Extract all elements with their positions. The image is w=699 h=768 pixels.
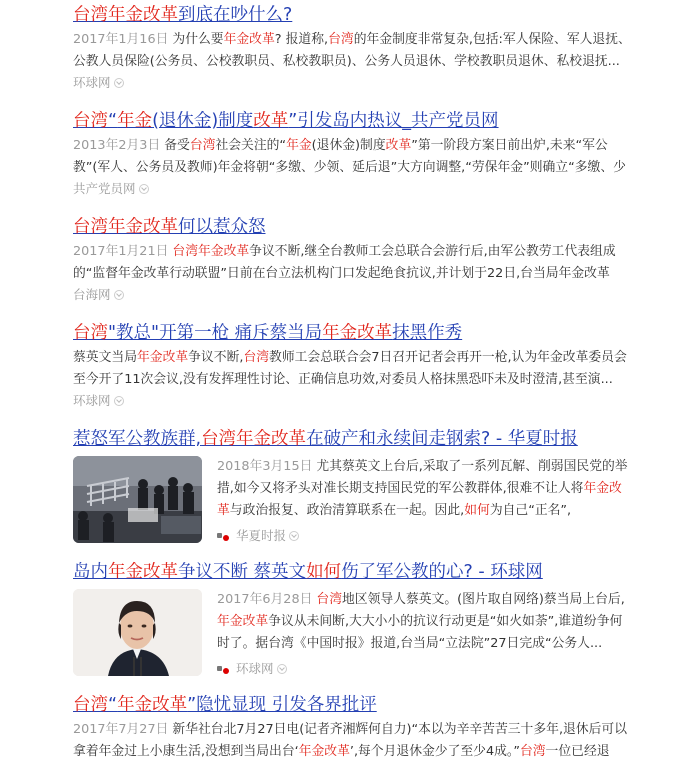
result-source: [73, 392, 633, 410]
text-segment: 为什么要: [172, 32, 224, 47]
abstract-text: [73, 350, 627, 387]
result-title[interactable]: [73, 215, 633, 239]
highlighted-keyword: 如何: [464, 503, 490, 518]
result-abstract: [73, 29, 633, 73]
source-logo-icon: [217, 664, 231, 674]
search-result: [73, 560, 633, 678]
result-date: 2017年1月21日: [73, 244, 169, 259]
text-segment: ”隐忧显现 引发各界批评: [187, 695, 377, 715]
source-name[interactable]: 共产党员网: [73, 181, 136, 196]
result-source: [73, 286, 633, 304]
search-result: [73, 427, 633, 545]
result-title[interactable]: [73, 427, 633, 451]
text-segment: 争议不断,继全台教师工会总联合会游行后,由军公教劳工代表组成的“监督年金改革行动联盟”日前在台立法机构门口发起绝食抗议,并计划于22日,台当局年金改革: [73, 244, 616, 281]
result-abstract: [73, 241, 633, 285]
chevron-down-circle-icon[interactable]: [114, 78, 124, 88]
highlighted-keyword: 年金改革: [217, 481, 622, 518]
text-segment: "教总"开第一枪 痛斥蔡当局: [108, 323, 323, 343]
text-segment: 地区领导人蔡英文。(图片取自网络)蔡当局上台后,: [341, 592, 625, 607]
text-segment: 惹怒军公教族群,: [73, 429, 202, 449]
highlighted-keyword: 改革: [385, 138, 412, 153]
highlighted-keyword: 改革: [253, 111, 289, 131]
text-segment: 备受: [164, 138, 190, 153]
text-segment: 一位已经退: [545, 744, 610, 759]
text-segment: 到底在吵什么?: [178, 5, 293, 25]
search-result: [73, 215, 633, 304]
text-segment: ? 报道称,: [274, 32, 329, 47]
result-abstract: [217, 456, 633, 522]
highlighted-keyword: 台湾年金改革: [172, 244, 250, 259]
result-date: 2018年3月15日: [217, 459, 313, 474]
protest-thumbnail-image[interactable]: [73, 456, 202, 543]
search-result: [73, 109, 633, 198]
result-source: [73, 74, 633, 92]
result-title[interactable]: [73, 3, 633, 27]
text-segment: 伤了军公教的心? - 环球网: [341, 562, 543, 582]
text-segment: (退休金)制度: [152, 111, 254, 131]
highlighted-keyword: 台湾年金改革: [73, 217, 178, 237]
text-segment: 蔡英文当局: [73, 350, 137, 365]
text-segment: 社会关注的“: [215, 138, 287, 153]
highlighted-keyword: 年金: [286, 138, 312, 153]
highlighted-keyword: 年金改革: [223, 32, 275, 47]
source-name[interactable]: 华夏时报: [236, 528, 287, 543]
source-logo-icon: [217, 531, 231, 541]
result-date: 2017年1月16日: [73, 32, 169, 47]
highlighted-keyword: 年金改革: [117, 695, 188, 715]
source-name[interactable]: 环球网: [73, 393, 111, 408]
text-segment: 与政治报复、政治清算联系在一起。因此,: [229, 503, 465, 518]
highlighted-keyword: 台湾: [73, 695, 108, 715]
chevron-down-circle-icon[interactable]: [114, 290, 124, 300]
result-source: [217, 660, 633, 678]
chevron-down-circle-icon[interactable]: [289, 531, 299, 541]
highlighted-keyword: 年金改革: [322, 323, 393, 343]
text-segment: 尤其蔡英文上台后,采取了一系列瓦解、削弱国民党的举措,如今又将矛头对准长期支持国民党的军公教群体,很难不让人将: [217, 459, 628, 496]
text-segment: 争议从未间断,大大小小的抗议行动更是“如火如荼”,谁道纷争何时了。据台湾《中国时报》报道,台当局“立法院”27日完成“公务人...: [217, 614, 623, 651]
search-result: [73, 693, 633, 763]
text-segment: 争议不断 蔡英文: [178, 562, 307, 582]
highlighted-keyword: 台湾: [519, 744, 546, 759]
text-segment: ’,每个月退休金少了至少4成。”: [349, 744, 520, 759]
result-date: 2017年7月27日: [73, 722, 169, 737]
text-segment: 岛内: [73, 562, 108, 582]
text-segment: 新华社台北7月27日电(记者齐湘辉何自力)“本以为辛辛苦苦三十多年,退休后可以拿着年金过上小康生活,没想到当局出台‘: [73, 722, 627, 759]
result-date: 2017年6月28日: [217, 592, 313, 607]
result-abstract: [73, 719, 633, 763]
result-title[interactable]: [73, 560, 633, 584]
text-segment: ”引发岛内热议_共产党员网: [288, 111, 499, 131]
text-segment: 何以惹众怒: [178, 217, 266, 237]
result-abstract: [217, 589, 633, 655]
text-segment: “: [108, 695, 118, 715]
result-date: 2013年2月3日: [73, 138, 161, 153]
text-segment: 的年金制度非常复杂,包括:军人保险、军人退抚、公教人员保险(公务员、公校教职员、私校教职员)、公务人员退休、学校教职员退休、私校退抚...: [73, 32, 631, 69]
result-abstract: [73, 347, 633, 391]
highlighted-keyword: 台湾: [328, 32, 354, 47]
text-segment: 为自己“正名”,: [489, 503, 572, 518]
highlighted-keyword: 台湾: [316, 592, 342, 607]
source-name[interactable]: 环球网: [73, 75, 111, 90]
search-result: [73, 321, 633, 410]
highlighted-keyword: 年金改革: [136, 350, 189, 365]
result-source: [73, 180, 633, 198]
search-results: [0, 3, 633, 763]
result-source: [217, 527, 633, 545]
highlighted-keyword: 年金改革: [298, 744, 350, 759]
highlighted-keyword: 台湾: [189, 138, 216, 153]
highlighted-keyword: 台湾: [73, 111, 108, 131]
highlighted-keyword: 台湾: [73, 323, 108, 343]
search-result: [73, 3, 633, 92]
highlighted-keyword: 台湾年金改革: [73, 5, 178, 25]
text-segment: (退休金)制度: [311, 138, 386, 153]
result-abstract: [73, 135, 633, 179]
text-segment: 教师工会总联合会7日召开记者会再开一枪,认为年金改革委员会至今开了11次会议,没有发挥理性讨论、正确信息功效,对委员人格抹黑恐吓未及时澄清,甚至演...: [73, 350, 627, 387]
text-segment: 抹黑作秀: [392, 323, 463, 343]
text-segment: 在破产和永续间走钢索? - 华夏时报: [306, 429, 578, 449]
highlighted-keyword: 台湾年金改革: [201, 429, 307, 449]
text-segment: “: [108, 111, 118, 131]
chevron-down-circle-icon[interactable]: [114, 396, 124, 406]
portrait-thumbnail-image[interactable]: [73, 589, 202, 676]
result-title[interactable]: [73, 321, 633, 345]
chevron-down-circle-icon[interactable]: [139, 184, 149, 194]
text-segment: ”第一阶段方案日前出炉,未来“军公教”(军人、公务员及教师)年金将朝“多缴、少领、延后退”大方向调整,“劳保年金”则确立“多缴、少: [73, 138, 626, 175]
chevron-down-circle-icon[interactable]: [277, 664, 287, 674]
highlighted-keyword: 年金改革: [108, 562, 178, 582]
highlighted-keyword: 年金改革: [217, 614, 269, 629]
result-title[interactable]: [73, 693, 633, 717]
text-segment: 争议不断,: [188, 350, 244, 365]
source-name[interactable]: 环球网: [236, 661, 274, 676]
source-name[interactable]: 台海网: [73, 287, 111, 302]
highlighted-keyword: 如何: [306, 562, 342, 582]
highlighted-keyword: 年金: [117, 111, 153, 131]
result-title[interactable]: [73, 109, 633, 133]
highlighted-keyword: 台湾: [243, 350, 270, 365]
